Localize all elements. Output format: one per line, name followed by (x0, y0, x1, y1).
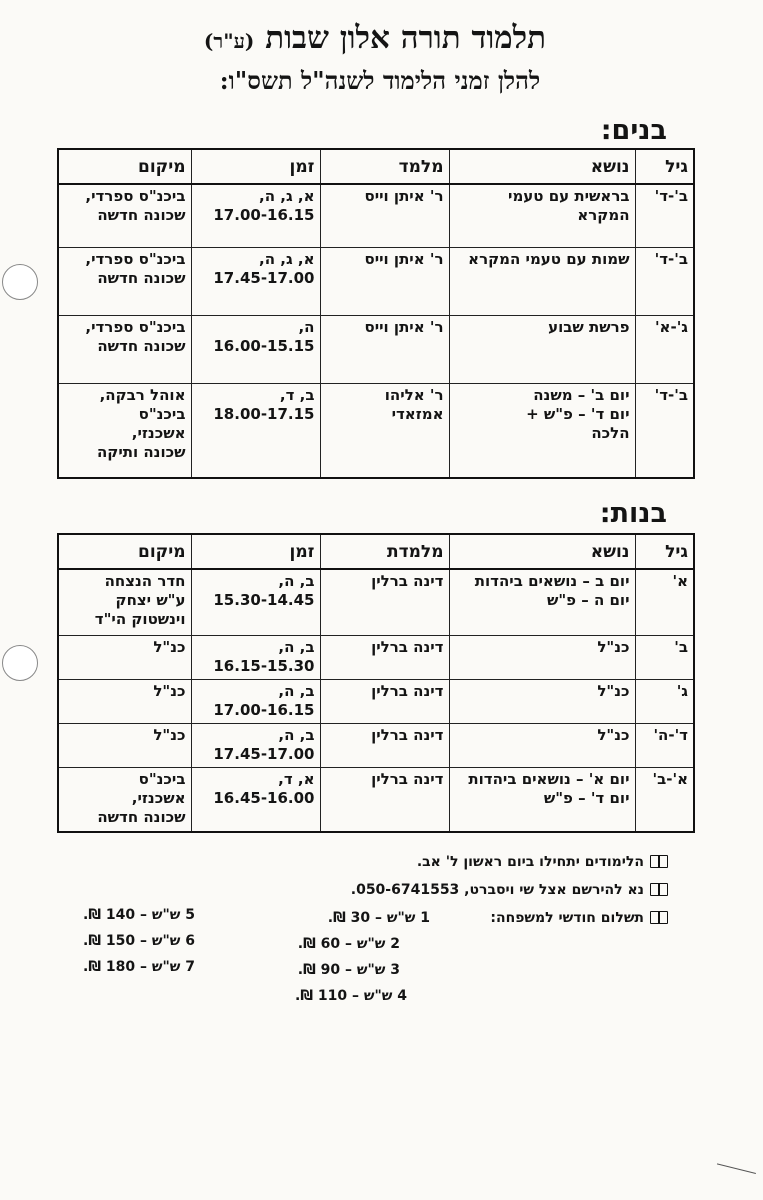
title-abbr: (ע"ר) (203, 29, 255, 53)
table-row (58, 767, 694, 832)
age-cell: ב'-ד' (635, 247, 694, 315)
note-register (68, 876, 668, 904)
price-1: 1 ש"ש – 30 ₪. (327, 910, 430, 926)
teacher-cell: דינה ברלין (320, 723, 449, 767)
table-row (58, 315, 694, 383)
location-cell: ביכנ"ס ספרדי, שכונה חדשה (58, 315, 191, 383)
table-row (58, 635, 694, 679)
teacher-cell: ר' איתן וייס (320, 184, 449, 247)
girls-table (57, 533, 695, 833)
location-cell: כנ"ל (58, 723, 191, 767)
subject-cell: יום ב' – משנה יום ד' – פ"ש + הלכה (449, 383, 635, 478)
subject-cell: כנ"ל (449, 723, 635, 767)
age-cell: ב' (635, 635, 694, 679)
page-subtitle: להלן זמני הלימוד לשנה"ל תשס"ו: (219, 66, 541, 95)
subject-cell: בראשית עם טעמי המקרא (449, 184, 635, 247)
col-teacher: מלמדת (320, 534, 449, 569)
teacher-cell: דינה ברלין (320, 679, 449, 723)
location-cell: ביכנ"ס ספרדי, שכונה חדשה (58, 247, 191, 315)
price-7: 7 ש"ש – 180 ₪. (83, 959, 195, 975)
girls-header-row (58, 534, 694, 569)
page-title (140, 20, 610, 56)
binder-hole-bottom (2, 645, 38, 681)
note-start (68, 848, 668, 876)
book-icon (650, 883, 668, 896)
location-cell: כנ"ל (58, 635, 191, 679)
col-age: גיל (635, 534, 694, 569)
teacher-cell: ר' איתן וייס (320, 315, 449, 383)
subject-cell: שמות עם טעמי המקרא (449, 247, 635, 315)
teacher-cell: דינה ברלין (320, 635, 449, 679)
table-row (58, 184, 694, 247)
table-row (58, 569, 694, 635)
col-subject: נושא (449, 149, 635, 184)
age-cell: ג'-א' (635, 315, 694, 383)
book-icon (650, 855, 668, 868)
time-cell: ב, ה, 17.00-16.15 (191, 679, 320, 723)
girls-heading: בנות: (599, 498, 667, 529)
subject-cell: יום א' – נושאים ביהדות יום ד' – פ"ש (449, 767, 635, 832)
teacher-cell: דינה ברלין (320, 767, 449, 832)
table-row (58, 247, 694, 315)
price-5: 5 ש"ש – 140 ₪. (83, 907, 195, 923)
time-cell: ב, ה, 15.30-14.45 (191, 569, 320, 635)
table-row (58, 383, 694, 478)
location-cell: חדר הנצחה ע"ש יצחק וינשטוק הי"ד (58, 569, 191, 635)
price-6: 6 ש"ש – 150 ₪. (83, 933, 195, 949)
price-2: 2 ש"ש – 60 ₪. (297, 936, 400, 952)
price-3: 3 ש"ש – 90 ₪. (297, 962, 400, 978)
col-age: גיל (635, 149, 694, 184)
col-subject: נושא (449, 534, 635, 569)
price-4: 4 ש"ש – 110 ₪. (295, 988, 407, 1004)
teacher-cell: ר' איתן וייס (320, 247, 449, 315)
pen-mark (714, 1163, 756, 1185)
teacher-cell: דינה ברלין (320, 569, 449, 635)
subject-cell: פרשת שבוע (449, 315, 635, 383)
boys-table (57, 148, 695, 479)
age-cell: ב'-ד' (635, 383, 694, 478)
time-cell: ב, ה, 16.15-15.30 (191, 635, 320, 679)
col-location: מיקום (58, 534, 191, 569)
teacher-cell: ר' אליהו אמזאדי (320, 383, 449, 478)
col-location: מיקום (58, 149, 191, 184)
col-time: זמן (191, 534, 320, 569)
location-cell: כנ"ל (58, 679, 191, 723)
age-cell: ג' (635, 679, 694, 723)
binder-hole-top (2, 264, 38, 300)
title-text: תלמוד תורה אלון שבות (265, 20, 547, 56)
subject-cell: כנ"ל (449, 635, 635, 679)
note-start-text: הלימודים יתחילו ביום ראשון ל' אב. (416, 854, 644, 870)
time-cell: א, ד, 16.45-16.00 (191, 767, 320, 832)
col-teacher: מלמד (320, 149, 449, 184)
age-cell: א'-ב' (635, 767, 694, 832)
col-time: זמן (191, 149, 320, 184)
subject-cell: יום ב – נושאים ביהדות יום ה – פ"ש (449, 569, 635, 635)
age-cell: א' (635, 569, 694, 635)
boys-heading: בנים: (600, 115, 667, 146)
time-cell: א, ג, ה, 17.45-17.00 (191, 247, 320, 315)
location-cell: אוהל רבקה, ביכנ"ס אשכנזי, שכונה ותיקה (58, 383, 191, 478)
table-row (58, 723, 694, 767)
note-register-text: נא להירשם אצל שי ויסברט, 050-6741553. (350, 882, 644, 898)
time-cell: א, ג, ה, 17.00-16.15 (191, 184, 320, 247)
subject-cell: כנ"ל (449, 679, 635, 723)
location-cell: ביכנ"ס ספרדי, שכונה חדשה (58, 184, 191, 247)
time-cell: ב, ד, 18.00-17.15 (191, 383, 320, 478)
location-cell: ביכנ"ס אשכנזי, שכונה חדשה (58, 767, 191, 832)
note-payment-label: תשלום חודשי למשפחה: (490, 910, 644, 926)
boys-header-row (58, 149, 694, 184)
time-cell: ב, ה, 17.45-17.00 (191, 723, 320, 767)
table-row (58, 679, 694, 723)
age-cell: ב'-ד' (635, 184, 694, 247)
time-cell: ה, 16.00-15.15 (191, 315, 320, 383)
book-icon (650, 911, 668, 924)
age-cell: ד'-ה' (635, 723, 694, 767)
